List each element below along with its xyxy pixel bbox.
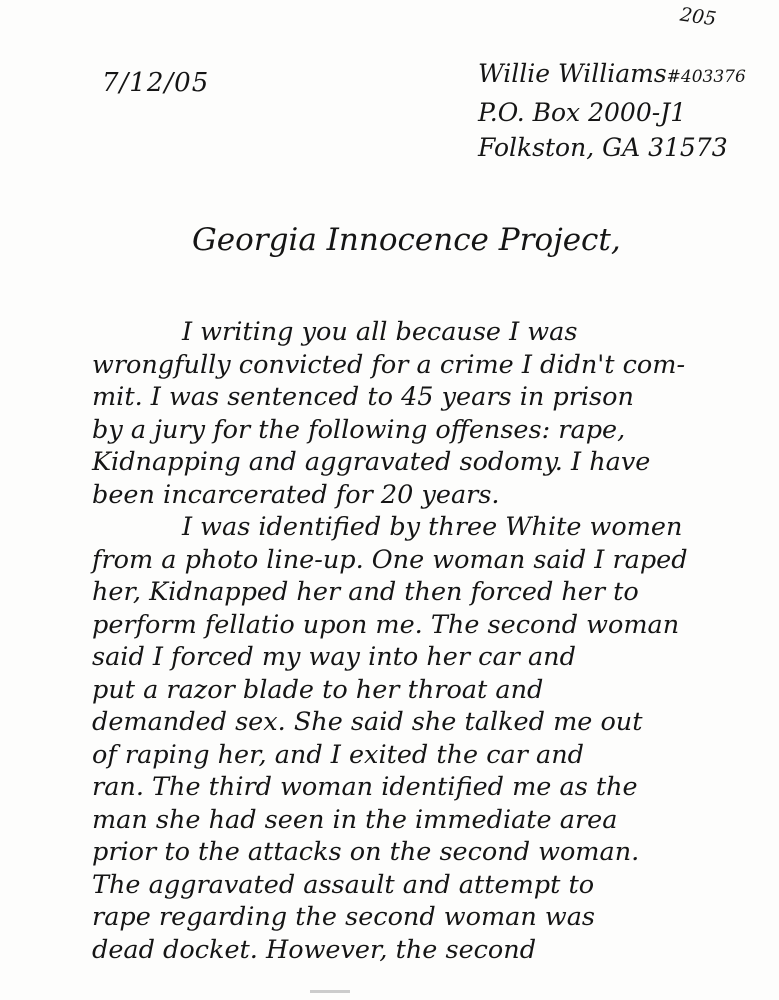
text-line: The aggravated assault and attempt to (92, 869, 595, 900)
paragraph-2 (92, 511, 762, 966)
inmate-number: #403376 (666, 67, 746, 87)
text-line: by a jury for the following offenses: rape, (92, 414, 626, 445)
letter-body (92, 316, 762, 966)
text-line: said I forced my way into her car and (92, 642, 576, 672)
text-line: I was identified by three White women (182, 512, 683, 542)
text-line: of raping her, and I exited the car and (92, 739, 584, 770)
paragraph-1 (92, 316, 762, 511)
text-line: her, Kidnapped her and then forced her to (92, 577, 639, 607)
text-line: rape regarding the second woman was (92, 902, 595, 932)
page-number: 205 (678, 3, 718, 31)
text-line: from a photo line-up. One woman said I raped (92, 544, 688, 575)
scan-mark (310, 990, 350, 993)
sender-city-line: Folkston, GA 31573 (478, 133, 728, 162)
text-line: perform fellatio upon me. The second woman (92, 609, 680, 640)
text-line: prior to the attacks on the second woman. (92, 837, 640, 867)
sender-name: Willie Williams (478, 59, 667, 88)
text-line: wrongfully convicted for a crime I didn't com- (92, 349, 686, 380)
text-line: man she had seen in the immediate area (92, 804, 618, 835)
text-line: dead docket. However, the second (92, 934, 537, 965)
sender-address-line: P.O. Box 2000-J1 (478, 98, 687, 127)
salutation: Georgia Innocence Project, (192, 222, 621, 258)
text-line: I writing you all because I was (182, 317, 578, 347)
text-line: been incarcerated for 20 years. (92, 479, 500, 510)
sender-address-block (478, 56, 768, 165)
text-line: demanded sex. She said she talked me out (92, 707, 643, 737)
text-line: mit. I was sentenced to 45 years in prison (92, 382, 634, 412)
letter-date: 7/12/05 (102, 68, 210, 98)
text-line: ran. The third woman identified me as the (92, 772, 638, 802)
sender-name-line (478, 56, 768, 95)
text-line: put a razor blade to her throat and (92, 674, 544, 705)
text-line: Kidnapping and aggravated sodomy. I have (92, 447, 651, 477)
